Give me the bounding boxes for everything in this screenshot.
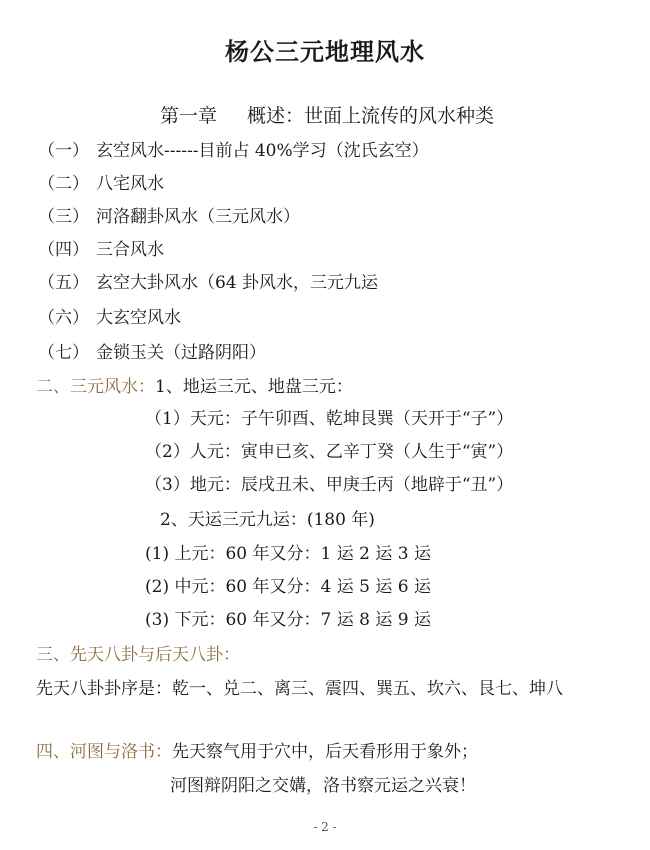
list-item-mark: （二） (38, 174, 89, 194)
list-item (38, 238, 164, 262)
list-item (38, 341, 266, 365)
list-item (38, 172, 164, 196)
list-item-text: 河洛翻卦风水（三元风水） (96, 207, 300, 227)
section-2-item: （3）地元：辰戌丑未、甲庚壬丙（地辟于“丑”） (145, 475, 514, 495)
list-item (38, 306, 181, 330)
section-2-heading (36, 375, 353, 399)
section-4-text: 先天察气用于穴中，后天看形用于象外； (172, 742, 478, 762)
list-item-text: 玄空大卦风水（64 卦风水，三元九运 (96, 273, 379, 293)
list-item (38, 205, 300, 229)
page-title: 杨公三元地理风水 (225, 38, 425, 66)
section-4-heading (36, 740, 478, 764)
list-item-mark: （四） (38, 240, 89, 260)
list-item-mark: （一） (38, 141, 89, 161)
section-3-heading: 三、先天八卦与后天八卦： (36, 645, 240, 665)
chapter-title: 概述：世面上流传的风水种类 (247, 105, 495, 127)
list-item-text: 八宅风水 (96, 174, 164, 194)
chapter-number: 第一章 (160, 105, 218, 127)
list-item-mark: （七） (38, 343, 89, 363)
section-4-text-2: 河图辩阴阳之交媾，洛书察元运之兴衰！ (170, 776, 476, 796)
list-item-text: 玄空风水------目前占 40%学习（沈氏玄空） (96, 141, 429, 161)
section-2-subitem: (3) 下元：60 年又分：7 运 8 运 9 运 (145, 610, 431, 630)
section-2-item: （2）人元：寅申已亥、乙辛丁癸（人生于“寅”） (145, 442, 514, 462)
list-item (38, 271, 378, 295)
list-item-text: 大玄空风水 (96, 308, 181, 328)
list-item-text: 金锁玉关（过路阴阳） (96, 343, 266, 363)
list-item-text: 三合风水 (96, 240, 164, 260)
list-item (38, 139, 429, 163)
section-2-text: 1、地运三元、地盘三元： (155, 377, 353, 397)
section-4-head: 四、河图与洛书： (36, 742, 172, 762)
chapter-heading (160, 101, 494, 128)
section-2-subitem: (2) 中元：60 年又分：4 运 5 运 6 运 (145, 577, 431, 597)
section-3-text: 先天八卦卦序是：乾一、兑二、离三、震四、巽五、坎六、艮七、坤八 (36, 679, 563, 699)
section-2-head: 二、三元风水： (36, 377, 155, 397)
list-item-mark: （五） (38, 273, 89, 293)
page-number: - 2 - (313, 820, 337, 834)
section-2-subitem: (1) 上元：60 年又分：1 运 2 运 3 运 (145, 544, 431, 564)
section-2-subheading: 2、天运三元九运：(180 年) (160, 510, 375, 530)
list-item-mark: （六） (38, 308, 89, 328)
section-2-item: （1）天元：子午卯酉、乾坤艮巽（天开于“子”） (145, 409, 514, 429)
list-item-mark: （三） (38, 207, 89, 227)
